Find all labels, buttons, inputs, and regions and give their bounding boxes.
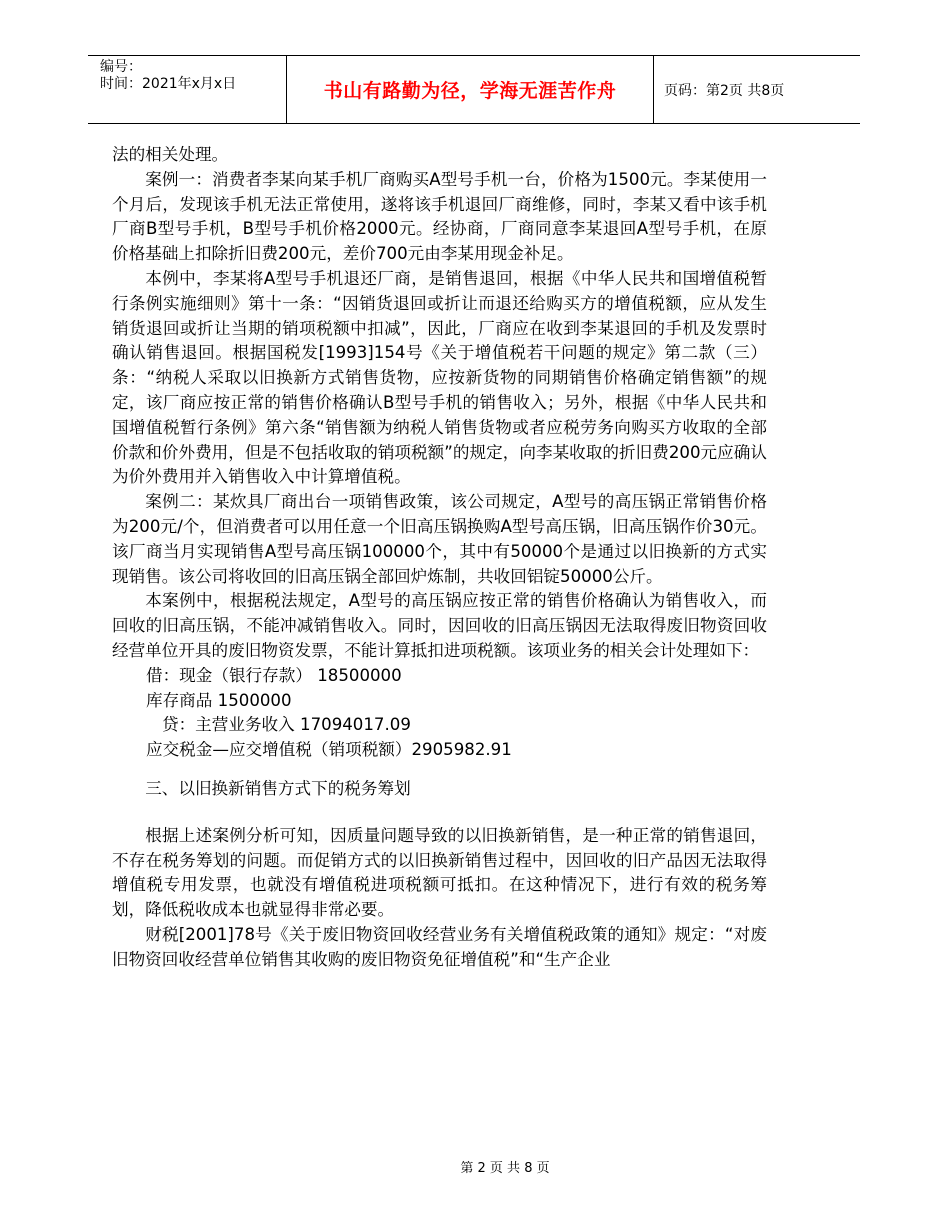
paragraph-case-one: 案例一：消费者李某向某手机厂商购买A型号手机一台，价格为1500元。李某使用一个月后，发现该手机无法正常使用，遂将该手机退回厂商维修，同时，李某又看中该手机厂商B型号手机，B型号手机价格2000元。经协商，厂商同意李某退回A型号手机，在原价格基础上扣除折旧费200元，差价700元由李某用现金补足。 — [112, 169, 767, 264]
doc-number-label: 编号： — [100, 59, 142, 75]
paragraph: 法的相关处理。 — [112, 145, 229, 164]
time-label: 时间：2021年x月x日 — [100, 76, 237, 92]
paragraph-analysis-two: 本案例中，根据税法规定，A型号的高压锅应按正常的销售价格确认为销售收入，而回收的旧高压锅，不能冲减销售收入。同时，因回收的旧高压锅因无法取得废旧物资回收经营单位开具的废旧物资发票，不能计算抵扣进项税额。该项业务的相关会计处理如下： — [112, 591, 767, 660]
journal-entry-credit: 贷：主营业务收入 17094017.09 — [162, 715, 411, 735]
section-title: 三、以旧换新销售方式下的税务筹划 — [145, 778, 411, 798]
page-footer: 第 2 页 共 8 页 — [460, 1161, 550, 1176]
paragraph-case-two: 案例二：某炊具厂商出台一项销售政策，该公司规定，A型号的高压锅正常销售价格为200元/个，但消费者可以用任意一个旧高压锅换购A型号高压锅，旧高压锅作价30元。该厂商当月实现销售A型号高压锅100000个，其中有50000个是通过以旧换新的方式实现销售。该公司将收回的旧高压锅全部回炉炼制，共收回铝锭50000公斤。 — [112, 492, 767, 586]
paragraph-regulation: 财税[2001]78号《关于废旧物资回收经营业务有关增值税政策的通知》规定：“对废旧物资回收经营单位销售其收购的废旧物资免征增值税”和“生产企业 — [112, 924, 767, 969]
journal-entry-debit: 借：现金（银行存款） 18500000 — [146, 665, 402, 685]
journal-entry-tax: 应交税金—应交增值税（销项税额）2905982.91 — [146, 740, 512, 760]
spacer — [112, 763, 767, 777]
header-page-info: 页码：第2页 共8页 — [664, 82, 785, 99]
document-body — [112, 143, 767, 973]
journal-entry-inventory: 库存商品 1500000 — [146, 690, 292, 710]
paragraph-planning: 根据上述案例分析可知，因质量问题导致的以旧换新销售，是一种正常的销售退回，不存在税务筹划的问题。而促销方式的以旧换新销售过程中，因回收的旧产品因无法取得增值税专用发票，也就没有增值税进项税额可抵扣。在这种情况下，进行有效的税务筹划，降低税收成本也就显得非常必要。 — [112, 825, 767, 920]
header-motto: 书山有路勤为径，学海无涯苦作舟 — [286, 56, 654, 123]
spacer — [112, 802, 767, 824]
paragraph-analysis-one: 本例中，李某将A型号手机退还厂商，是销售退回，根据《中华人民共和国增值税暂行条例实施细则》第十一条：“因销货退回或折让而退还给购买方的增值税额，应从发生销货退回或折让当期的销项税额中扣减”，因此，厂商应在收到李某退回的手机及发票时确认销售退回。根据国税发[1993]154号《关于增值税若干问题的规定》第二款（三）条：“纳税人采取以旧换新方式销售货物，应按新货物的同期销售价格确定销售额”的规定，该厂商应按正常的销售价格确认B型号手机的销售收入；另外，根据《中华人民共和国增值税暂行条例》第六条“销售额为纳税人销售货物或者应税劳务向购买方收取的全部价款和价外费用，但是不包括收取的销项税额”的规定，向李某收取的折旧费200元应确认为价外费用并入销售收入中计算增值税。 — [112, 268, 767, 487]
page-header — [88, 55, 860, 124]
header-meta — [88, 56, 286, 123]
